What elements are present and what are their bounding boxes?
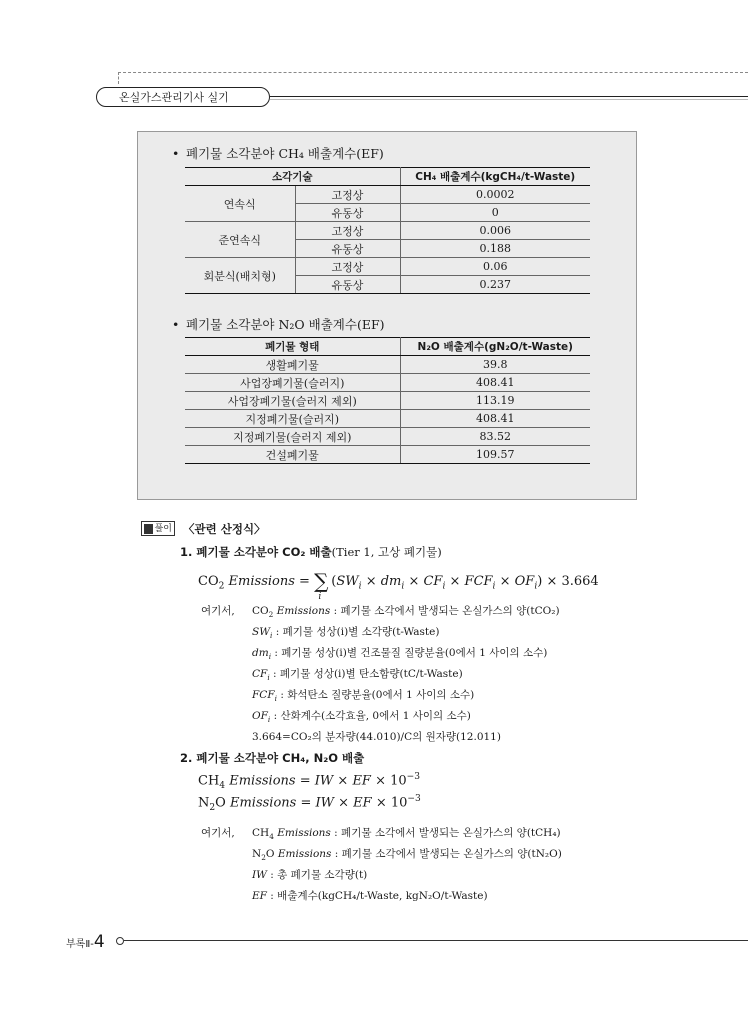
table-row (185, 410, 590, 428)
item1-title: 1. 폐기물 소각분야 CO₂ 배출(Tier 1, 고상 폐기물) (180, 545, 442, 559)
value-cell: 83.52 (400, 428, 590, 446)
page-number: 부록Ⅱ-4 (66, 932, 105, 952)
n2o-formula: $N_2O$ Emissions = IW × EF × $10^{-3}$ (198, 794, 421, 813)
ch4-formula: $CH_4$ Emissions = IW × EF × $10^{-3}$ (198, 772, 421, 791)
table-row (185, 258, 590, 276)
value-cell: 0.188 (400, 240, 590, 258)
header-dashed-line (118, 72, 748, 73)
type-cell: 지정폐기물(슬러지 제외) (185, 428, 400, 446)
value-cell: 0.06 (400, 258, 590, 276)
table-header-row (185, 338, 590, 356)
column-header: CH₄ 배출계수(kgCH₄/t-Waste) (400, 168, 590, 186)
item2-title: 2. 폐기물 소각분야 CH₄, N₂O 배출 (180, 751, 365, 765)
ch4-table (185, 167, 590, 294)
definition-line: $dm_i$ : 폐기물 성상(i)별 건조물질 질량분율(0에서 1 사이의 소수) (252, 647, 548, 662)
footer-circle-ornament (116, 937, 124, 945)
value-cell: 39.8 (400, 356, 590, 374)
item1-where: 여기서, (201, 605, 235, 617)
header-dashed-corner (118, 72, 119, 84)
header-rule-thin (270, 99, 748, 100)
definition-line: 3.664=CO₂의 분자량(44.010)/C의 원자량(12.011) (252, 731, 501, 743)
type-cell: 지정폐기물(슬러지) (185, 410, 400, 428)
type-cell: 고정상 (295, 258, 400, 276)
definition-line: $CH_4$ Emissions : 폐기물 소각에서 발생되는 온실가스의 양(tCH₄) (252, 827, 561, 842)
type-cell: 유동상 (295, 240, 400, 258)
group-cell: 준연속식 (185, 222, 295, 258)
value-cell: 0.0002 (400, 186, 590, 204)
definition-line: $SW_i$ : 폐기물 성상(i)별 소각량(t-Waste) (252, 626, 440, 641)
type-cell: 유동상 (295, 276, 400, 294)
definition-line: $OF_i$ : 산화계수(소각효율, 0에서 1 사이의 소수) (252, 710, 471, 725)
column-header: N₂O 배출계수(gN₂O/t-Waste) (400, 338, 590, 356)
type-cell: 생활폐기물 (185, 356, 400, 374)
value-cell: 408.41 (400, 374, 590, 392)
value-cell: 408.41 (400, 410, 590, 428)
n2o-table (185, 337, 590, 464)
group-cell: 연속식 (185, 186, 295, 222)
column-header: 소각기술 (185, 168, 400, 186)
definition-line: IW : 총 폐기물 소각량(t) (252, 869, 368, 881)
table-header-row (185, 168, 590, 186)
definition-line: $CF_i$ : 폐기물 성상(i)별 탄소함량(tC/t-Waste) (252, 668, 463, 683)
definition-line: $N_2O$ Emissions : 폐기물 소각에서 발생되는 온실가스의 양(tN₂O) (252, 848, 562, 863)
type-cell: 사업장폐기물(슬러지 제외) (185, 392, 400, 410)
co2-formula: $CO_2$ Emissions = $\sum_i(SW_i \times dm_i \times CF_i \times FCF_i \times OF_i) \times 3.664$ (198, 569, 599, 602)
footer-rule (124, 940, 748, 941)
table-row (185, 428, 590, 446)
value-cell: 0.237 (400, 276, 590, 294)
column-header: 폐기물 형태 (185, 338, 400, 356)
type-cell: 사업장폐기물(슬러지) (185, 374, 400, 392)
type-cell: 유동상 (295, 204, 400, 222)
group-cell: 회분식(배치형) (185, 258, 295, 294)
n2o-section-title: • 폐기물 소각분야 N₂O 배출계수(EF) (172, 317, 385, 332)
type-cell: 건설폐기물 (185, 446, 400, 464)
header-rule (270, 96, 748, 97)
value-cell: 0.006 (400, 222, 590, 240)
solution-badge: 풀이 (141, 521, 175, 536)
ch4-section-title: • 폐기물 소각분야 CH₄ 배출계수(EF) (172, 146, 384, 161)
value-cell: 109.57 (400, 446, 590, 464)
pencil-icon (144, 524, 153, 534)
definition-line: $FCF_i$ : 화석탄소 질량분율(0에서 1 사이의 소수) (252, 689, 475, 704)
type-cell: 고정상 (295, 222, 400, 240)
value-cell: 113.19 (400, 392, 590, 410)
table-row (185, 356, 590, 374)
running-header-title: 온실가스관리기사 실기 (96, 87, 270, 107)
table-row (185, 392, 590, 410)
definition-line: $CO_2$ Emissions : 폐기물 소각에서 발생되는 온실가스의 양(tCO₂) (252, 605, 560, 620)
emission-factor-box (137, 131, 637, 500)
related-formulas-heading: 〈관련 산정식〉 (183, 522, 266, 536)
type-cell: 고정상 (295, 186, 400, 204)
table-row (185, 374, 590, 392)
item2-where: 여기서, (201, 827, 235, 839)
table-row (185, 186, 590, 204)
definition-line: EF : 배출계수(kgCH₄/t-Waste, kgN₂O/t-Waste) (252, 890, 488, 902)
table-row (185, 446, 590, 464)
value-cell: 0 (400, 204, 590, 222)
table-row (185, 222, 590, 240)
